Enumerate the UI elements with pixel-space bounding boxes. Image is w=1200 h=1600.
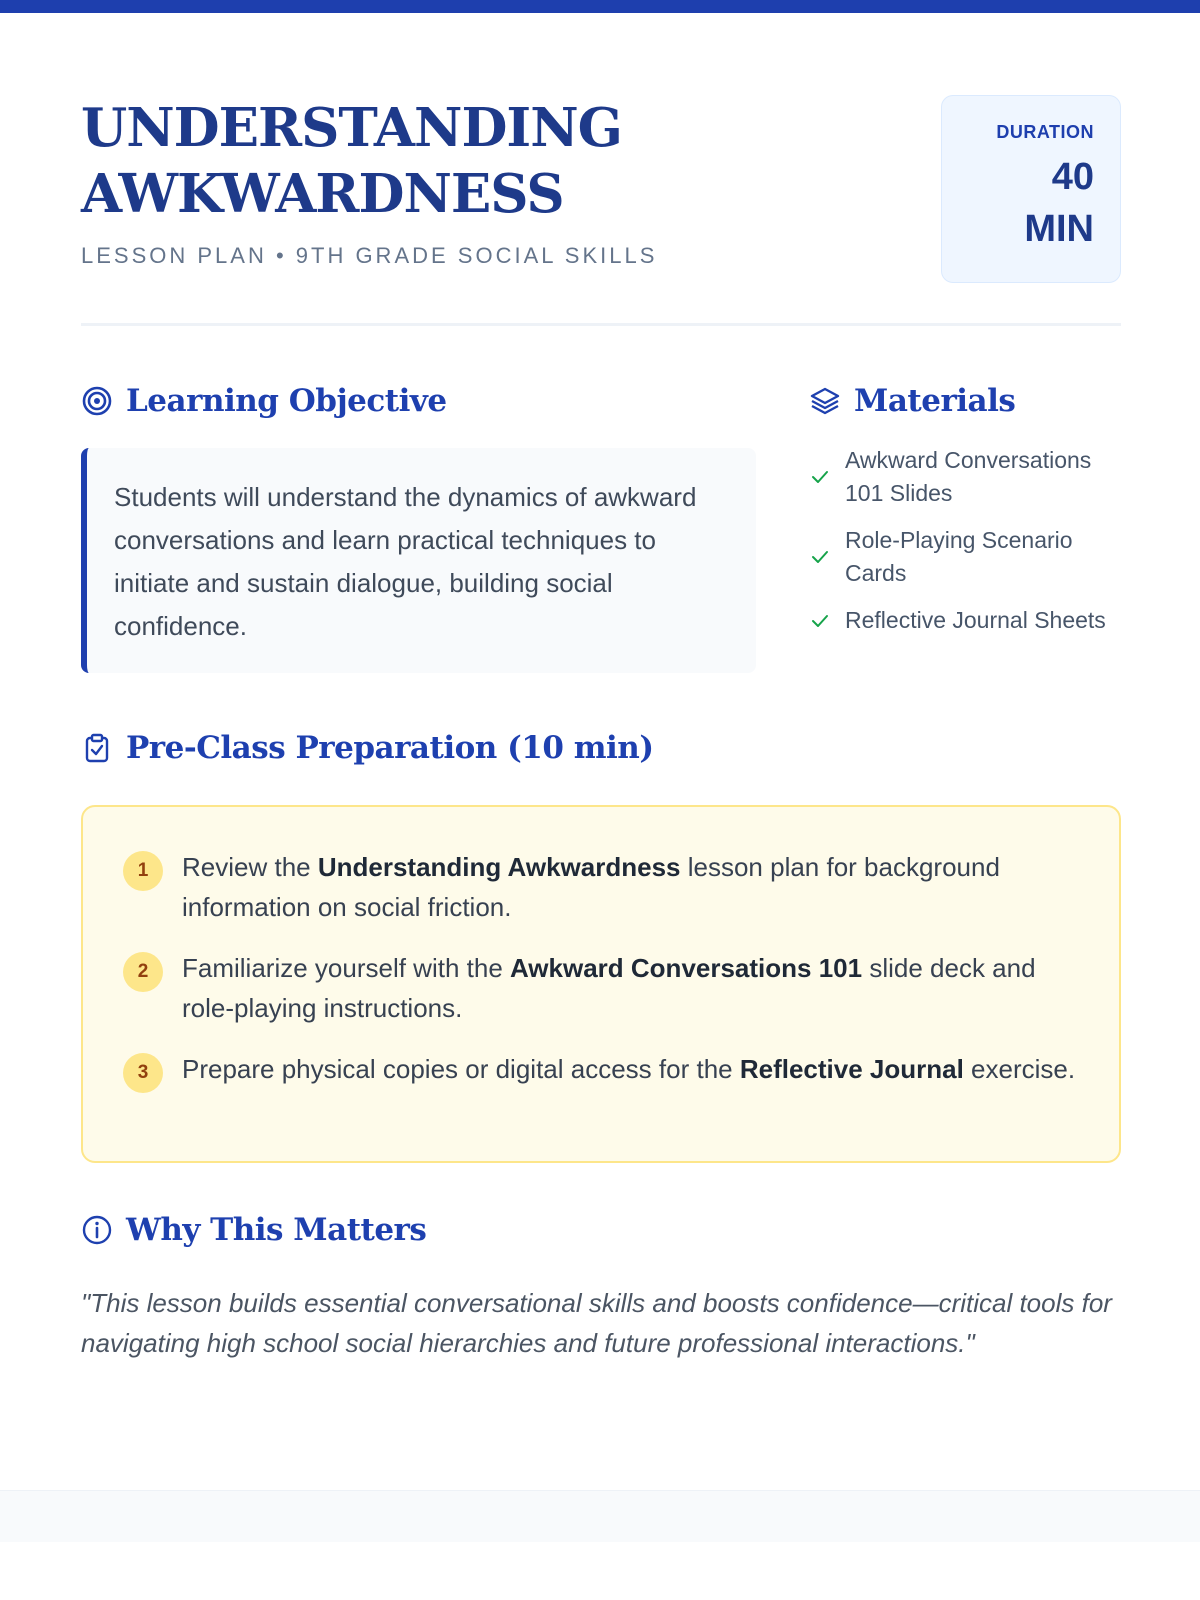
step-text-bold: Understanding Awkwardness [317, 852, 681, 882]
material-label: Role-Playing Scenario Cards [845, 527, 1073, 586]
step-text [182, 847, 1079, 927]
title-line-2: AWKWARDNESS [81, 163, 564, 225]
materials-list [809, 444, 1121, 637]
learning-objective-title: Learning Objective [126, 383, 447, 419]
step-text-after: slide deck and role-playing instructions. [182, 953, 1036, 1023]
duration-card [941, 95, 1121, 283]
list-item [809, 444, 1121, 510]
layers-icon [809, 385, 841, 417]
list-item [809, 604, 1121, 637]
pre-class-preparation-section [81, 730, 1121, 1163]
footer-band [0, 1490, 1200, 1542]
info-icon [81, 1214, 113, 1246]
step-text [182, 1049, 1075, 1089]
objective-text: Students will understand the dynamics of awkward conversations and learn practical techniques to initiate and sustain dialogue, building social confidence. [114, 482, 697, 641]
check-icon [809, 550, 831, 564]
step-number-badge: 3 [123, 1053, 163, 1093]
top-accent-bar [0, 0, 1200, 13]
preparation-steps-card [81, 805, 1121, 1163]
step-text-before: Review the [182, 852, 318, 882]
objective-callout [81, 448, 756, 673]
material-label: Awkward Conversations 101 Slides [845, 447, 1092, 506]
list-item [123, 847, 1079, 927]
materials-section [809, 383, 1121, 651]
learning-objective-section [81, 383, 756, 673]
header-divider [81, 323, 1121, 326]
clipboard-check-icon [81, 732, 113, 764]
list-item [809, 524, 1121, 590]
why-this-matters-quote: "This lesson builds essential conversational skills and boosts confidence—critical tools for navigating high school social hierarchies and future professional interactions." [81, 1288, 1112, 1358]
pre-class-preparation-heading [81, 730, 1121, 766]
list-item [123, 1049, 1079, 1093]
check-icon [809, 614, 831, 628]
learning-objective-heading [81, 383, 756, 419]
step-number-badge: 1 [123, 851, 163, 891]
step-text-after: exercise. [963, 1054, 1076, 1084]
why-this-matters-title: Why This Matters [126, 1212, 427, 1248]
materials-title: Materials [854, 383, 1016, 419]
material-label: Reflective Journal Sheets [845, 607, 1106, 633]
duration-label: DURATION [996, 122, 1094, 142]
why-this-matters-section [81, 1212, 1121, 1363]
list-item [123, 948, 1079, 1028]
title-line-1: UNDERSTANDING [81, 97, 622, 159]
page-title [81, 95, 701, 227]
target-icon [81, 385, 113, 417]
header [81, 95, 1121, 285]
step-number-badge: 2 [123, 952, 163, 992]
step-text [182, 948, 1079, 1028]
why-this-matters-heading [81, 1212, 1121, 1248]
step-text-before: Familiarize yourself with the [182, 953, 510, 983]
check-icon [809, 470, 831, 484]
pre-class-preparation-title: Pre-Class Preparation (10 min) [126, 730, 654, 766]
step-text-bold: Reflective Journal [739, 1054, 964, 1084]
page-subtitle: LESSON PLAN • 9TH GRADE SOCIAL SKILLS [81, 243, 658, 268]
materials-heading [809, 383, 1121, 419]
step-text-after: lesson plan for background information on social friction. [182, 852, 1000, 922]
duration-value: 40 MIN [1024, 156, 1094, 250]
step-text-bold: Awkward Conversations 101 [510, 953, 863, 983]
step-text-before: Prepare physical copies or digital access for the [182, 1054, 740, 1084]
